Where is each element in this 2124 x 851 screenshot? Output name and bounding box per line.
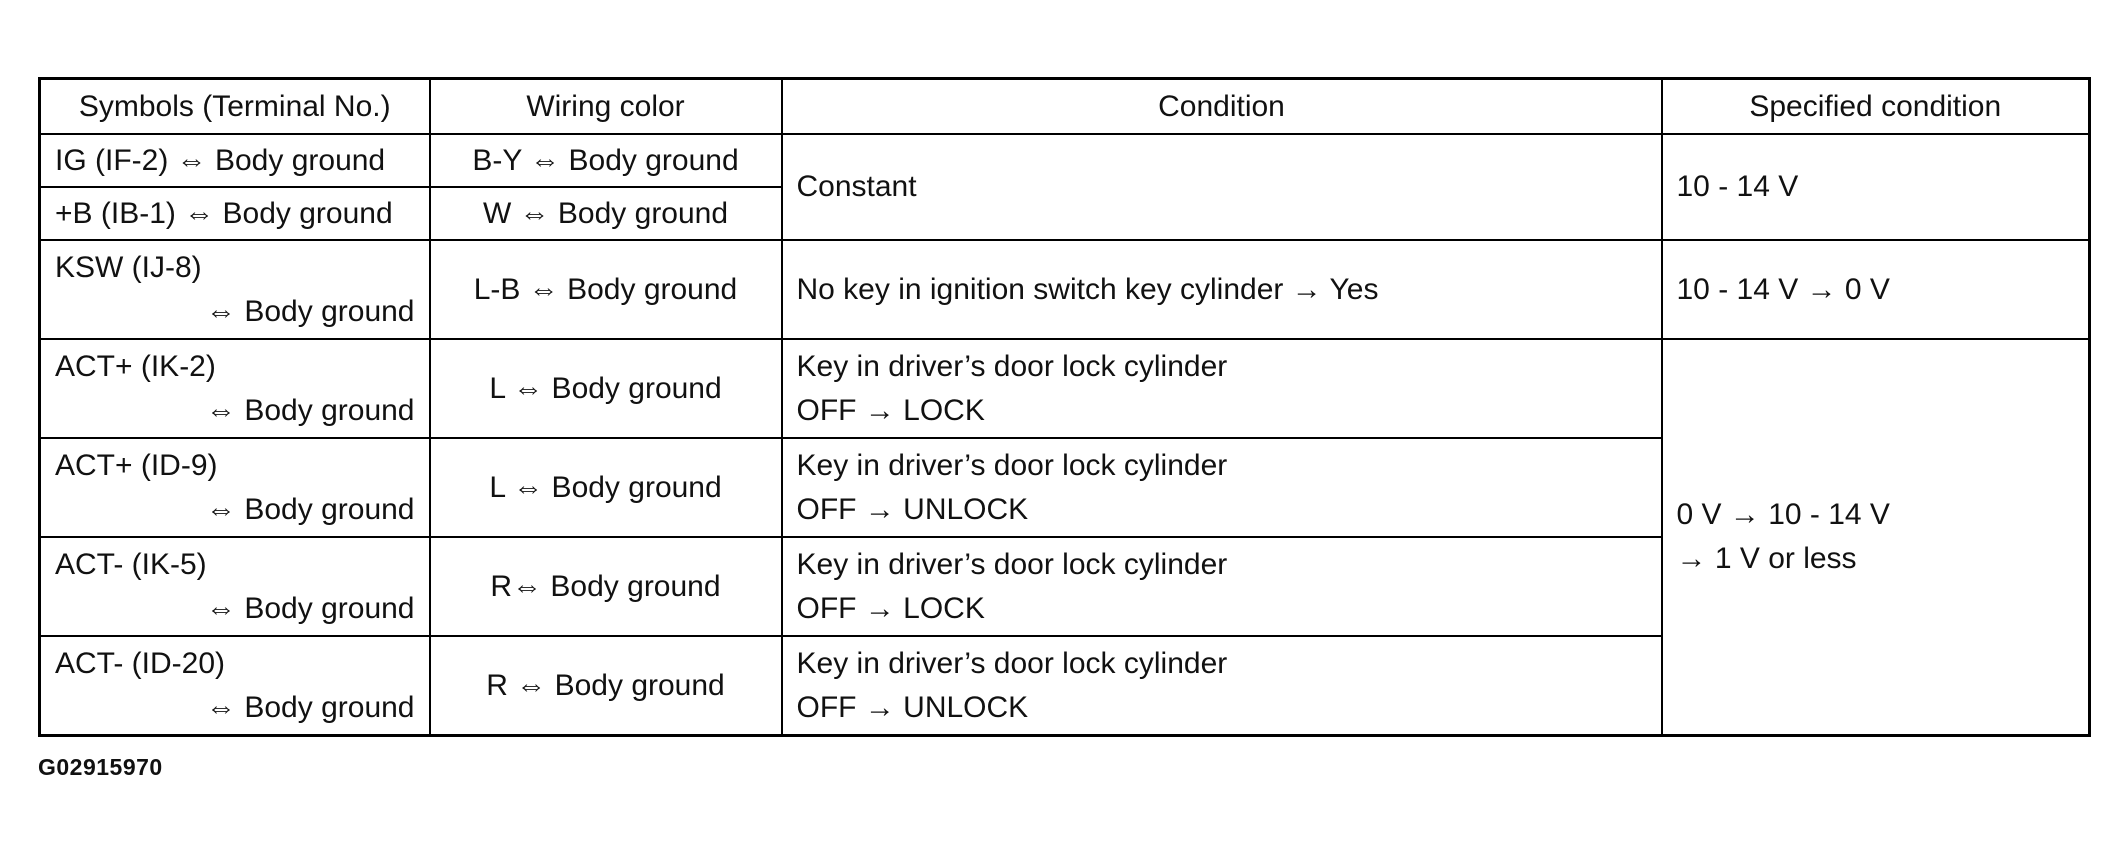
specified-cell [1662, 339, 2090, 736]
symbol-terminal: ACT+ (IK-2) [55, 349, 216, 383]
condition-line: OFF → UNLOCK [796, 492, 1029, 526]
condition-line: OFF → UNLOCK [796, 690, 1029, 724]
symbol-ground: ⇔ Body ground [206, 591, 415, 625]
terminal-spec-table [38, 77, 2091, 737]
symbol-cell [40, 537, 430, 636]
table-row [40, 134, 2090, 187]
condition-cell [782, 339, 1662, 438]
specified-cell: 10 - 14 V [1662, 134, 2090, 240]
table-row [40, 339, 2090, 438]
wiring-cell: W ⇔ Body ground [430, 187, 782, 240]
symbol-cell [40, 240, 430, 339]
specified-line: 0 V → 10 - 14 V [1676, 498, 1890, 531]
condition-line: OFF → LOCK [796, 393, 985, 427]
symbol-ground: ⇔ Body ground [206, 393, 415, 427]
symbol-terminal: ACT- (IK-5) [55, 547, 207, 581]
symbol-terminal: ACT- (ID-20) [55, 646, 226, 680]
condition-line: Key in driver’s door lock cylinder [796, 646, 1228, 680]
symbol-cell [40, 339, 430, 438]
wiring-cell: R⇔ Body ground [430, 537, 782, 636]
condition-cell [782, 438, 1662, 537]
condition-cell: Constant [782, 134, 1662, 240]
condition-cell [782, 537, 1662, 636]
symbol-cell: +B (IB-1) ⇔ Body ground [40, 187, 430, 240]
header-condition: Condition [782, 79, 1662, 135]
table-row [40, 240, 2090, 339]
condition-line: Key in driver’s door lock cylinder [796, 448, 1228, 482]
condition-line: Key in driver’s door lock cylinder [796, 349, 1228, 383]
condition-cell: No key in ignition switch key cylinder → Yes [782, 240, 1662, 339]
condition-line: OFF → LOCK [796, 591, 985, 625]
symbol-terminal: ACT+ (ID-9) [55, 448, 218, 482]
specified-line: → 1 V or less [1676, 542, 1857, 575]
condition-line: Key in driver’s door lock cylinder [796, 547, 1228, 581]
header-symbols: Symbols (Terminal No.) [40, 79, 430, 135]
header-specified-condition: Specified condition [1662, 79, 2090, 135]
symbol-cell [40, 438, 430, 537]
wiring-cell: B-Y ⇔ Body ground [430, 134, 782, 187]
symbol-cell [40, 636, 430, 736]
condition-cell [782, 636, 1662, 736]
figure-id: G02915970 [38, 754, 163, 780]
wiring-cell: L-B ⇔ Body ground [430, 240, 782, 339]
symbol-ground: ⇔ Body ground [206, 492, 415, 526]
wiring-cell: R ⇔ Body ground [430, 636, 782, 736]
symbol-ground: ⇔ Body ground [206, 294, 415, 328]
table-header-row [40, 79, 2090, 135]
wiring-cell: L ⇔ Body ground [430, 339, 782, 438]
symbol-ground: ⇔ Body ground [206, 690, 415, 724]
header-wiring-color: Wiring color [430, 79, 782, 135]
specified-cell: 10 - 14 V → 0 V [1662, 240, 2090, 339]
symbol-terminal: KSW (IJ-8) [55, 250, 202, 284]
symbol-cell: IG (IF-2) ⇔ Body ground [40, 134, 430, 187]
wiring-cell: L ⇔ Body ground [430, 438, 782, 537]
